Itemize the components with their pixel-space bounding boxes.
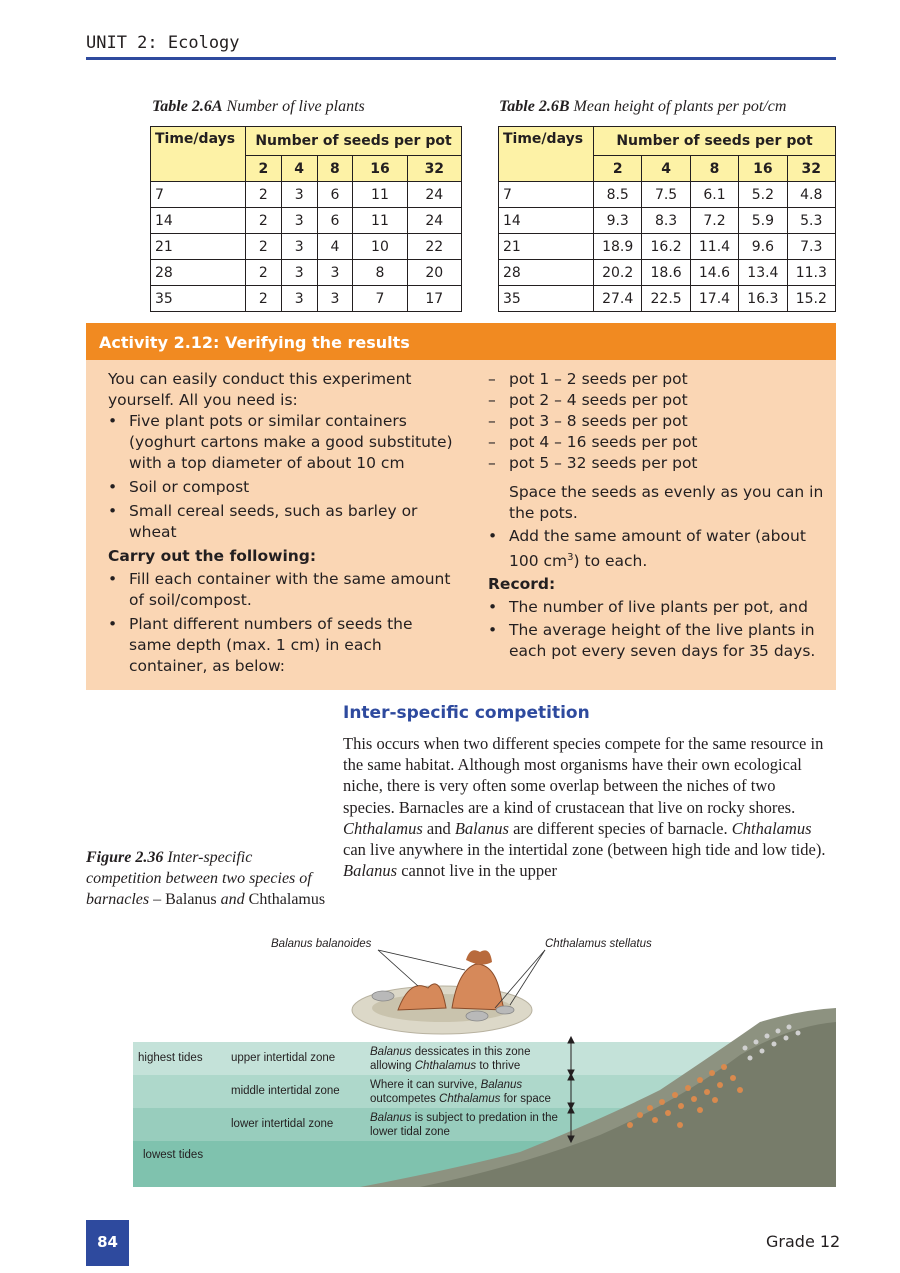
- list-item: [488, 597, 828, 618]
- table-cell: 9.6: [739, 234, 787, 260]
- list-item: [108, 614, 453, 677]
- table-b-time-header: Time/days: [499, 127, 594, 182]
- activity-intro: You can easily conduct this experiment yourself. All you need is:: [108, 370, 412, 409]
- table-cell: 2: [246, 260, 282, 286]
- table-cell: 5.9: [739, 208, 787, 234]
- chthalamus-barnacle: [496, 1006, 514, 1014]
- bullet-icon: •: [488, 598, 498, 617]
- pots-list: [488, 369, 828, 474]
- body-text-3: can live anywhere in the intertidal zone (between high tide and low tide).: [343, 840, 826, 860]
- label-lowest-tides: lowest tides: [143, 1149, 204, 1161]
- record-text: The number of live plants per pot, and: [509, 598, 808, 617]
- table-cell: 17: [407, 286, 461, 312]
- table-cell: 11.4: [690, 234, 738, 260]
- table-b-caption-text: Mean height of plants per pot/cm: [573, 98, 787, 115]
- table-a-seed-header: 16: [353, 156, 407, 182]
- desc-species: Chthalamus: [414, 1060, 477, 1072]
- table-row: [499, 182, 836, 208]
- table-a-caption: [152, 98, 365, 116]
- table-cell: 16.3: [739, 286, 787, 312]
- header-rule: [86, 57, 836, 60]
- dash-icon: –: [488, 370, 496, 388]
- species-chthalamus: Chthalamus: [343, 818, 423, 838]
- body-text-1: This occurs when two different species compete for the same resource in the same habitat. Although most organisms have their own ecological niche, there is very often some overlap between the niches of two species. Barnacles are a kind of crustacean that live on rocky shores.: [343, 734, 824, 817]
- dash-icon: –: [488, 433, 496, 451]
- list-item: [108, 411, 453, 474]
- water-list: [488, 526, 828, 572]
- middle-zone-description: [370, 1078, 565, 1106]
- table-cell-day: 7: [499, 182, 594, 208]
- upper-zone-description: [370, 1045, 560, 1073]
- need-text: Soil or compost: [129, 478, 250, 496]
- water-step-text-end: ) to each.: [573, 552, 648, 571]
- table-cell-day: 7: [151, 182, 246, 208]
- table-cell: 22.5: [642, 286, 690, 312]
- bullet-icon: •: [488, 621, 498, 640]
- list-item: [108, 501, 453, 543]
- table-cell: 11.3: [787, 260, 835, 286]
- table-cell: 11: [353, 182, 407, 208]
- table-b-seed-header: 32: [787, 156, 835, 182]
- table-cell: 3: [317, 260, 353, 286]
- lower-zone-description: [370, 1111, 560, 1139]
- water-step-superscript: 3: [567, 552, 574, 563]
- dash-icon: –: [488, 391, 496, 409]
- table-b-seed-header: 2: [594, 156, 642, 182]
- table-cell: 13.4: [739, 260, 787, 286]
- pot-text: pot 3 – 8 seeds per pot: [509, 412, 688, 430]
- desc-species: Balanus: [370, 1046, 412, 1058]
- table-cell-day: 21: [151, 234, 246, 260]
- table-cell: 8.5: [594, 182, 642, 208]
- body-text-4: cannot live in the upper: [397, 861, 558, 881]
- table-cell: 11: [353, 208, 407, 234]
- table-row: [151, 286, 462, 312]
- table-cell: 8: [353, 260, 407, 286]
- bullet-icon: •: [108, 478, 118, 496]
- table-a-seed-header: 4: [281, 156, 317, 182]
- table-a-caption-number: Table 2.6A: [152, 98, 223, 115]
- table-cell: 5.3: [787, 208, 835, 234]
- table-row: [499, 260, 836, 286]
- table-row: [499, 208, 836, 234]
- table-cell: 18.9: [594, 234, 642, 260]
- table-b-caption-number: Table 2.6B: [499, 98, 570, 115]
- needs-list: [108, 411, 453, 543]
- chthalamus-barnacle: [372, 991, 394, 1001]
- table-b-seed-header: 8: [690, 156, 738, 182]
- table-a-seed-header: 2: [246, 156, 282, 182]
- unit-header: UNIT 2: Ecology: [86, 33, 240, 53]
- table-cell: 15.2: [787, 286, 835, 312]
- activity-left-column: [108, 369, 453, 677]
- table-cell: 3: [317, 286, 353, 312]
- table-cell: 16.2: [642, 234, 690, 260]
- table-cell: 6.1: [690, 182, 738, 208]
- species-chthalamus: Chthalamus: [731, 818, 812, 838]
- table-cell: 6: [317, 182, 353, 208]
- table-cell: 4.8: [787, 182, 835, 208]
- table-cell: 3: [281, 286, 317, 312]
- desc-text: outcompetes: [370, 1093, 440, 1105]
- table-cell: 2: [246, 234, 282, 260]
- table-a-time-header: Time/days: [151, 127, 246, 182]
- table-cell: 5.2: [739, 182, 787, 208]
- space-note: Space the seeds as evenly as you can in the pots.: [509, 483, 824, 522]
- table-a-seed-header: 8: [317, 156, 353, 182]
- table-cell: 9.3: [594, 208, 642, 234]
- table-b-group-header: Number of seeds per pot: [594, 127, 836, 156]
- page-number: 84: [97, 1233, 118, 1251]
- table-cell: 3: [281, 234, 317, 260]
- bullet-icon: •: [488, 527, 498, 545]
- records-list: [488, 597, 828, 662]
- label-upper-intertidal-zone: upper intertidal zone: [231, 1052, 336, 1064]
- table-a-group-header: Number of seeds per pot: [246, 127, 462, 156]
- balanus-barnacle: [452, 964, 504, 1010]
- table-a: [150, 126, 462, 312]
- desc-text: Where it can survive,: [370, 1079, 481, 1091]
- carry-heading: Carry out the following:: [108, 547, 317, 565]
- list-item: [488, 620, 828, 662]
- need-text: Five plant pots or similar containers (yoghurt cartons make a good substitute) with a top diameter of about 10 cm: [129, 412, 453, 472]
- list-item: [488, 369, 828, 390]
- table-cell: 18.6: [642, 260, 690, 286]
- table-cell: 2: [246, 208, 282, 234]
- table-cell-day: 28: [499, 260, 594, 286]
- table-cell-day: 14: [499, 208, 594, 234]
- step-text: Fill each container with the same amount of soil/compost.: [129, 570, 451, 609]
- table-b-seed-header: 16: [739, 156, 787, 182]
- table-cell: 17.4: [690, 286, 738, 312]
- leader-line: [510, 950, 545, 1005]
- table-cell: 3: [281, 182, 317, 208]
- figure-caption-and: and: [216, 891, 249, 908]
- chthalamus-barnacle: [466, 1011, 488, 1021]
- label-lower-intertidal-zone: lower intertidal zone: [231, 1118, 334, 1130]
- table-cell: 7.5: [642, 182, 690, 208]
- dash-icon: –: [488, 412, 496, 430]
- table-row: [151, 234, 462, 260]
- desc-text: to thrive: [476, 1060, 521, 1072]
- label-chthalamus-stellatus: Chthalamus stellatus: [545, 938, 652, 950]
- barnacle-cirri-icon: [466, 950, 492, 964]
- figure-caption-number: Figure 2.36: [86, 849, 164, 866]
- table-cell: 3: [281, 260, 317, 286]
- water-step-text: Add the same amount of water (about 100 cm: [509, 527, 806, 571]
- list-item: [108, 569, 453, 611]
- table-b: [498, 126, 836, 312]
- table-cell: 2: [246, 182, 282, 208]
- body-text-2: are different species of barnacle.: [508, 818, 732, 838]
- desc-text: dessicates in this zone allowing: [370, 1046, 531, 1072]
- activity-right-column: [488, 369, 828, 662]
- table-cell-day: 35: [151, 286, 246, 312]
- table-cell: 10: [353, 234, 407, 260]
- body-text-and: and: [422, 818, 455, 838]
- table-row: [151, 260, 462, 286]
- figure-caption-species: Balanus: [165, 891, 217, 908]
- section-heading: Inter-specific competition: [343, 703, 590, 723]
- desc-species: Chthalamus: [439, 1093, 501, 1105]
- dash-icon: –: [488, 454, 496, 472]
- table-b-seed-header: 4: [642, 156, 690, 182]
- need-text: Small cereal seeds, such as barley or wheat: [129, 502, 418, 541]
- table-cell: 14.6: [690, 260, 738, 286]
- desc-species: Balanus: [480, 1079, 523, 1091]
- list-item: [488, 390, 828, 411]
- species-balanus: Balanus: [454, 818, 509, 838]
- label-middle-intertidal-zone: middle intertidal zone: [231, 1085, 340, 1097]
- table-cell: 24: [407, 208, 461, 234]
- grade-label: Grade 12: [766, 1232, 841, 1251]
- table-cell: 7.3: [787, 234, 835, 260]
- table-b-caption: [499, 98, 786, 116]
- pot-text: pot 2 – 4 seeds per pot: [509, 391, 688, 409]
- table-cell: 8.3: [642, 208, 690, 234]
- figure-caption-text: Inter-specific competition between two species of barnacles –: [86, 849, 312, 908]
- table-row: [151, 182, 462, 208]
- table-cell: 7: [353, 286, 407, 312]
- bullet-icon: •: [108, 412, 118, 430]
- steps-list: [108, 569, 453, 677]
- table-cell: 27.4: [594, 286, 642, 312]
- figure-caption-species: Chthalamus: [248, 891, 326, 908]
- desc-species: Balanus: [370, 1112, 412, 1124]
- table-cell: 3: [281, 208, 317, 234]
- figure-caption: [86, 847, 326, 910]
- list-item: [488, 432, 828, 453]
- leader-line: [378, 950, 465, 970]
- list-item: [488, 526, 828, 572]
- list-item: [488, 453, 828, 474]
- pot-text: pot 4 – 16 seeds per pot: [509, 433, 698, 451]
- table-row: [499, 286, 836, 312]
- list-item: [488, 411, 828, 432]
- table-row: [499, 234, 836, 260]
- table-cell: 6: [317, 208, 353, 234]
- bullet-icon: •: [108, 615, 118, 633]
- table-a-caption-text: Number of live plants: [226, 98, 365, 115]
- table-cell: 4: [317, 234, 353, 260]
- table-a-seed-header: 32: [407, 156, 461, 182]
- body-paragraph: [343, 733, 828, 881]
- table-cell-day: 21: [499, 234, 594, 260]
- desc-text: is subject to predation in the lower tidal zone: [370, 1112, 558, 1138]
- table-cell: 20.2: [594, 260, 642, 286]
- activity-title: Activity 2.12: Verifying the results: [99, 333, 410, 352]
- table-cell: 2: [246, 286, 282, 312]
- pot-text: pot 5 – 32 seeds per pot: [509, 454, 698, 472]
- bullet-icon: •: [108, 502, 118, 520]
- label-highest-tides: highest tides: [138, 1052, 203, 1064]
- label-balanus-balanoides: Balanus balanoides: [271, 938, 372, 950]
- table-cell: 24: [407, 182, 461, 208]
- leader-line: [378, 950, 418, 986]
- step-text: Plant different numbers of seeds the same depth (max. 1 cm) in each container, as below:: [129, 615, 413, 675]
- table-cell-day: 35: [499, 286, 594, 312]
- table-row: [151, 208, 462, 234]
- desc-text: for space: [500, 1093, 551, 1105]
- table-cell-day: 14: [151, 208, 246, 234]
- table-cell-day: 28: [151, 260, 246, 286]
- table-cell: 7.2: [690, 208, 738, 234]
- list-item: [108, 477, 453, 498]
- species-balanus: Balanus: [343, 861, 398, 881]
- bullet-icon: •: [108, 570, 118, 588]
- table-cell: 20: [407, 260, 461, 286]
- table-cell: 22: [407, 234, 461, 260]
- record-text: The average height of the live plants in each pot every seven days for 35 days.: [509, 621, 816, 661]
- record-heading: Record:: [488, 575, 556, 594]
- pot-text: pot 1 – 2 seeds per pot: [509, 370, 688, 388]
